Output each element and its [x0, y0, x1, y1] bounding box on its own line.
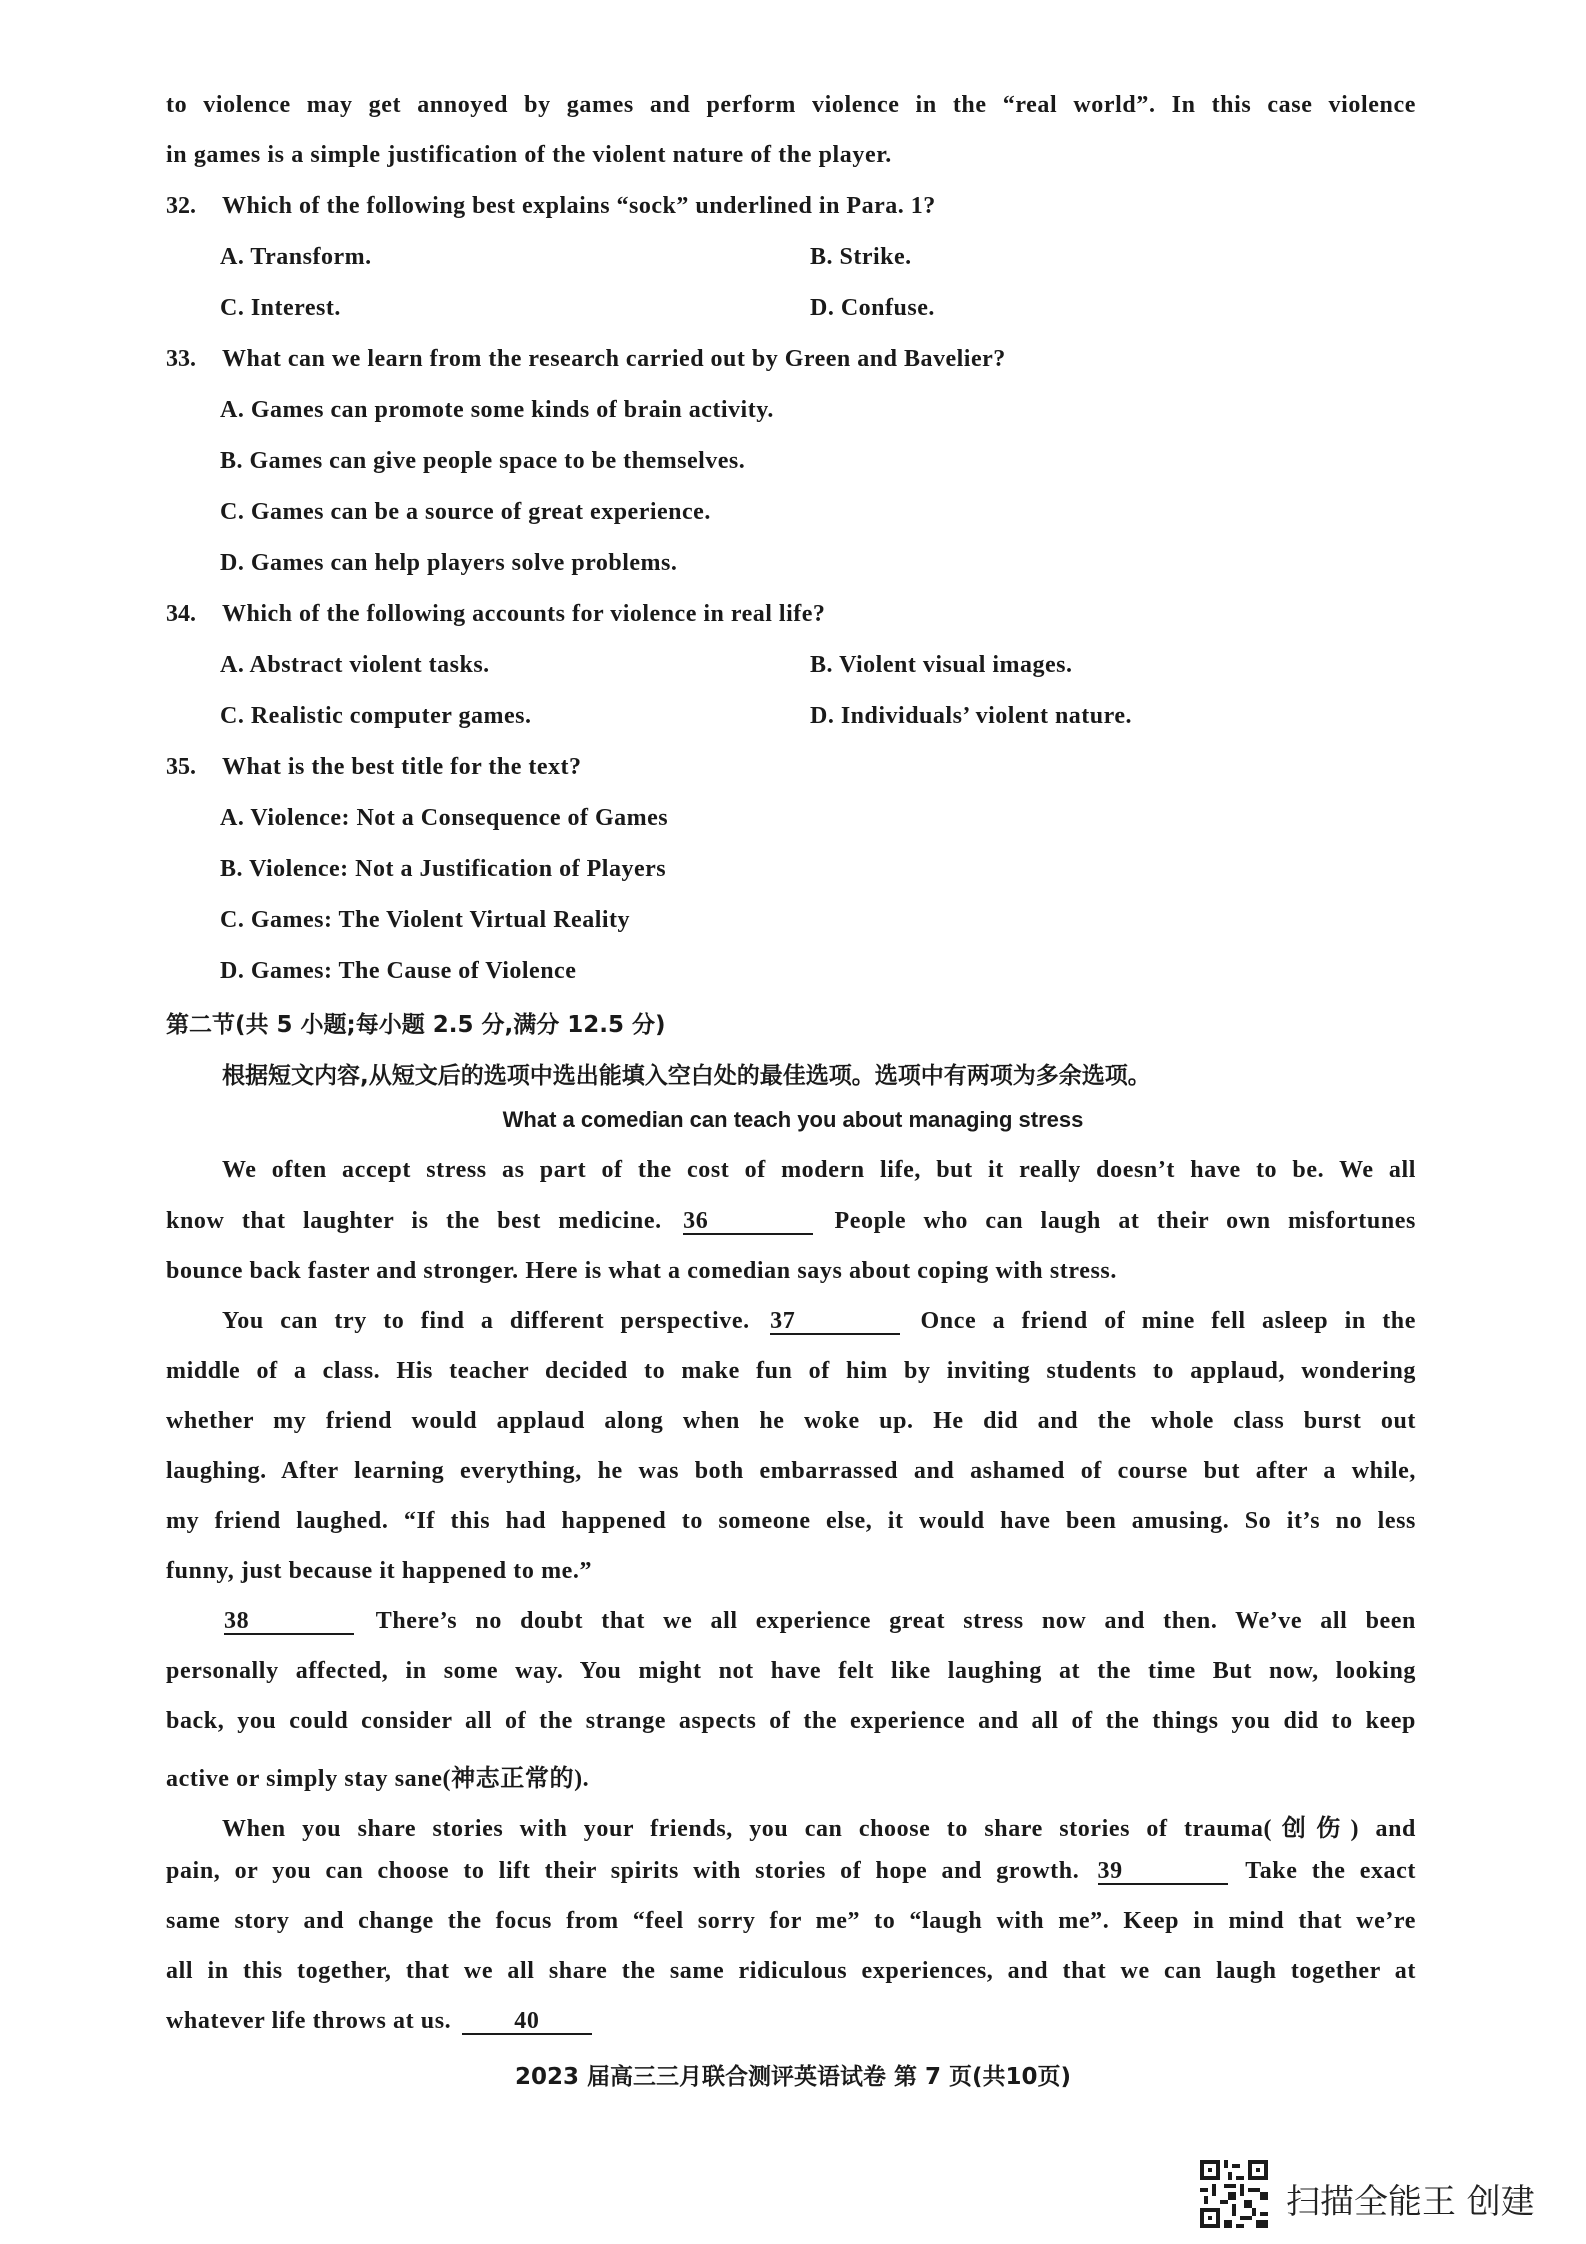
passage-line: in games is a simple justification of the violent nature of the player. [166, 142, 892, 168]
question-text: What can we learn from the research carried out by Green and Bavelier? [222, 346, 1006, 372]
question-text: What is the best title for the text? [222, 754, 582, 780]
qr-code-icon [1200, 2160, 1268, 2228]
question-text: Which of the following best explains “sock” underlined in Para. 1? [222, 193, 936, 219]
page-footer: 2023 届高三三月联合测评英语试卷 第 7 页(共10页) [514, 2064, 1072, 2090]
blank-40: 40 [462, 2009, 592, 2035]
passage-line: to violence may get annoyed by games and perform violence in the “real world”. In this case violence [166, 92, 1416, 118]
option-a: A. Violence: Not a Consequence of Games [220, 805, 669, 831]
passage-line: funny, just because it happened to me.” [166, 1558, 593, 1584]
passage-text: pain, or you can choose to lift their spirits with stories of hope and growth. [166, 1858, 1080, 1884]
blank-37: 37 [770, 1309, 900, 1335]
option-d: D. Individuals’ violent nature. [810, 703, 1133, 729]
passage-line: When you share stories with your friends, you can choose to share stories of trauma(创伤) and [222, 1816, 1416, 1842]
passage-line [166, 2008, 1416, 2035]
passage-line: personally affected, in some way. You might not have felt like laughing at the time But now, looking [166, 1658, 1416, 1684]
passage-text: People who can laugh at their own misfortunes [834, 1208, 1416, 1234]
question-text: Which of the following accounts for violence in real life? [222, 601, 826, 627]
option-a: A. Transform. [220, 244, 372, 270]
passage-line [166, 1208, 1416, 1235]
section-instruction: 根据短文内容,从短文后的选项中选出能填入空白处的最佳选项。选项中有两项为多余选项。 [222, 1063, 1151, 1089]
passage-text: Once a friend of mine fell asleep in the [920, 1308, 1417, 1334]
blank-39: 39 [1098, 1859, 1228, 1885]
passage-line: my friend laughed. “If this had happened to someone else, it would have been amusing. So it’s no less [166, 1508, 1416, 1534]
watermark-text: 扫描全能王 创建 [1286, 2182, 1535, 2222]
option-b: B. Strike. [810, 244, 912, 270]
option-d: D. Confuse. [810, 295, 935, 321]
option-c: C. Games can be a source of great experience. [220, 499, 711, 525]
passage-line: middle of a class. His teacher decided to make fun of him by inviting students to applaud, wondering [166, 1358, 1416, 1384]
passage-line: laughing. After learning everything, he was both embarrassed and ashamed of course but after a while, [166, 1458, 1416, 1484]
passage-line: We often accept stress as part of the cost of modern life, but it really doesn’t have to be. We all [222, 1157, 1416, 1183]
blank-36: 36 [683, 1209, 813, 1235]
passage-line [224, 1608, 1416, 1635]
passage-text: know that laughter is the best medicine. [166, 1208, 662, 1234]
blank-38: 38 [224, 1609, 354, 1635]
section-header: 第二节(共 5 小题;每小题 2.5 分,满分 12.5 分) [166, 1012, 666, 1038]
passage-text: You can try to find a different perspective. [222, 1308, 750, 1334]
passage-line: active or simply stay sane(神志正常的). [166, 1766, 590, 1792]
option-b: B. Violent visual images. [810, 652, 1073, 678]
option-b: B. Violence: Not a Justification of Players [220, 856, 667, 882]
passage-line [166, 1858, 1416, 1885]
option-d: D. Games can help players solve problems. [220, 550, 678, 576]
question-number: 32. [166, 193, 196, 219]
option-a: A. Abstract violent tasks. [220, 652, 490, 678]
passage-title: What a comedian can teach you about managing stress [502, 1107, 1084, 1132]
passage-text: whatever life throws at us. [166, 2008, 452, 2034]
option-a: A. Games can promote some kinds of brain activity. [220, 397, 774, 423]
option-d: D. Games: The Cause of Violence [220, 958, 577, 984]
option-c: C. Realistic computer games. [220, 703, 532, 729]
passage-line: bounce back faster and stronger. Here is what a comedian says about coping with stress. [166, 1258, 1117, 1284]
question-number: 34. [166, 601, 196, 627]
passage-line: back, you could consider all of the strange aspects of the experience and all of the things you did to keep [166, 1708, 1416, 1734]
passage-line: all in this together, that we all share the same ridiculous experiences, and that we can laugh together at [166, 1958, 1416, 1984]
question-number: 33. [166, 346, 196, 372]
passage-line: whether my friend would applaud along when he woke up. He did and the whole class burst out [166, 1408, 1416, 1434]
scanner-watermark [1200, 2160, 1560, 2230]
passage-line [222, 1308, 1416, 1335]
passage-text: There’s no doubt that we all experience great stress now and then. We’ve all been [375, 1608, 1416, 1634]
passage-line: same story and change the focus from “feel sorry for me” to “laugh with me”. Keep in mind that we’re [166, 1908, 1416, 1934]
option-c: C. Games: The Violent Virtual Reality [220, 907, 631, 933]
option-c: C. Interest. [220, 295, 341, 321]
passage-text: Take the exact [1245, 1858, 1416, 1884]
option-b: B. Games can give people space to be themselves. [220, 448, 746, 474]
question-number: 35. [166, 754, 196, 780]
